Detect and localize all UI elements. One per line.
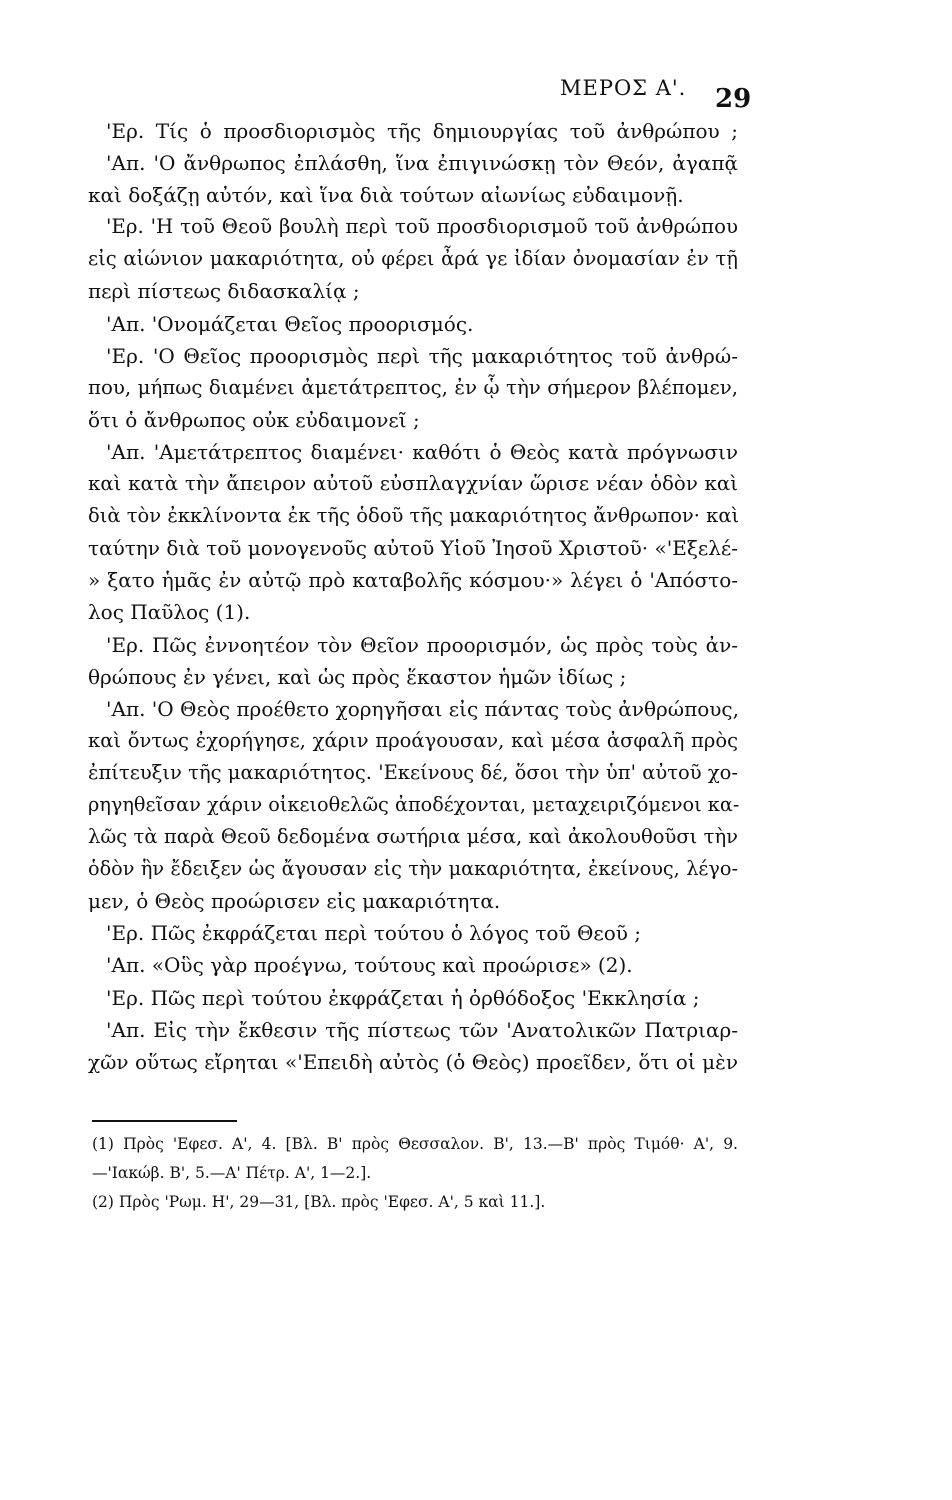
body-text — [88, 115, 738, 1078]
text-line: 'Ερ. Πῶς ἐννοητέον τὸν Θεῖον προορισμόν, ὡς πρὸς τοὺς ἀν- — [106, 632, 738, 657]
text-line: καὶ ὄντως ἐχορήγησε, χάριν προάγουσαν, καὶ μέσα ἀσφαλῆ πρὸς — [88, 728, 738, 752]
running-head: ΜΕΡΟΣ Α'. — [560, 76, 687, 100]
text-line: 'Ερ. 'Ο Θεῖος προορισμὸς περὶ τῆς μακαριότητος τοῦ ἀνθρώ- — [106, 343, 738, 368]
text-line: » ξατο ἡμᾶς ἐν αὐτῷ πρὸ καταβολῆς κόσμου·» λέγει ὁ 'Απόστο- — [88, 568, 738, 593]
text-line: 'Απ. 'Ο ἄνθρωπος ἐπλάσθη, ἵνα ἐπιγινώσκῃ τὸν Θεόν, ἀγαπᾷ — [106, 151, 738, 176]
text-line: που, μήπως διαμένει ἀμετάτρεπτος, ἐν ᾧ τὴν σήμερον βλέπομεν, — [88, 375, 738, 399]
text-line: λος Παῦλος (1). — [88, 600, 251, 625]
text-line: ρηγηθεῖσαν χάριν οἰκειοθελῶς ἀποδέχονται, μεταχειριζόμενοι κα- — [88, 792, 740, 816]
text-line: 'Απ. 'Ο Θεὸς προέθετο χορηγῆσαι εἰς πάντας τοὺς ἀνθρώπους, — [106, 696, 739, 721]
text-line: ταύτην διὰ τοῦ μονογενοῦς αὐτοῦ Υἱοῦ Ἰησοῦ Χριστοῦ· «'Εξελέ- — [88, 536, 738, 561]
text-line: 'Απ. 'Ονομάζεται Θεῖος προορισμός. — [106, 311, 474, 336]
footnote-line: (1) Πρὸς 'Εφεσ. Α', 4. [Βλ. Β' πρὸς Θεσσαλον. Β', 13.—Β' πρὸς Τιμόθ· Α', 9. — [92, 1135, 738, 1153]
text-line: εἰς αἰώνιον μακαριότητα, οὐ φέρει ἆρά γε ἰδίαν ὀνομασίαν ἐν τῇ — [88, 247, 738, 271]
text-line: 'Απ. 'Αμετάτρεπτος διαμένει· καθότι ὁ Θεὸς κατὰ πρόγνωσιν — [106, 439, 738, 464]
text-line: ὁδὸν ἣν ἔδειξεν ὡς ἄγουσαν εἰς τὴν μακαριότητα, ἐκείνους, λέγο- — [88, 857, 738, 881]
text-line: ἐπίτευξιν τῆς μακαριότητος. 'Εκείνους δέ, ὅσοι τὴν ὑπ' αὐτοῦ χο- — [88, 760, 738, 784]
text-line: διὰ τὸν ἐκκλίνοντα ἐκ τῆς ὁδοῦ τῆς μακαριότητος ἄνθρωπον· καὶ — [88, 504, 740, 528]
text-line: χῶν οὕτως εἴρηται «'Επειδὴ αὐτὸς (ὁ Θεὸς) προεῖδεν, ὅτι οἱ μὲν — [88, 1049, 738, 1074]
footnote-line: —'Ιακώβ. Β', 5.—Α' Πέτρ. Α', 1—2.]. — [92, 1164, 372, 1182]
text-line: 'Ερ. Τίς ὁ προσδιορισμὸς τῆς δημιουργίας τοῦ ἀνθρώπου ; — [106, 119, 738, 143]
text-line: θρώπους ἐν γένει, καὶ ὡς πρὸς ἕκαστον ἡμῶν ἰδίως ; — [88, 664, 627, 689]
text-line: μεν, ὁ Θεὸς προώρισεν εἰς μακαριότητα. — [88, 889, 501, 914]
footnote-line: (2) Πρὸς 'Ρωμ. Η', 29—31, [Βλ. πρὸς 'Εφεσ. Α', 5 καὶ 11.]. — [92, 1193, 546, 1211]
text-line: 'Απ. Εἰς τὴν ἔκθεσιν τῆς πίστεως τῶν 'Ανατολικῶν Πατριαρ- — [106, 1017, 738, 1042]
text-line: 'Ερ. Πῶς ἐκφράζεται περὶ τούτου ὁ λόγος τοῦ Θεοῦ ; — [106, 921, 642, 946]
text-line: ὅτι ὁ ἄνθρωπος οὐκ εὐδαιμονεῖ ; — [88, 407, 420, 432]
footnote-divider — [92, 1120, 237, 1122]
footnotes — [92, 1130, 738, 1217]
text-line: περὶ πίστεως διδασκαλίᾳ ; — [88, 279, 360, 304]
text-line: καὶ κατὰ τὴν ἄπειρον αὐτοῦ εὐσπλαγχνίαν ὥρισε νέαν ὁδὸν καὶ — [88, 472, 738, 496]
page-number: 29 — [715, 84, 752, 114]
text-line: καὶ δοξάζῃ αὐτόν, καὶ ἵνα διὰ τούτων αἰωνίως εὐδαιμονῇ. — [88, 183, 684, 208]
text-line: λῶς τὰ παρὰ Θεοῦ δεδομένα σωτήρια μέσα, καὶ ἀκολουθοῦσι τὴν — [88, 825, 738, 849]
text-line: 'Ερ. Πῶς περὶ τούτου ἐκφράζεται ἡ ὀρθόδοξος 'Εκκλησία ; — [106, 985, 700, 1010]
text-line: 'Ερ. 'Η τοῦ Θεοῦ βουλὴ περὶ τοῦ προσδιορισμοῦ τοῦ ἀνθρώπου — [106, 215, 738, 239]
text-line: 'Απ. «Οὓς γὰρ προέγνω, τούτους καὶ προώρισε» (2). — [106, 953, 633, 978]
